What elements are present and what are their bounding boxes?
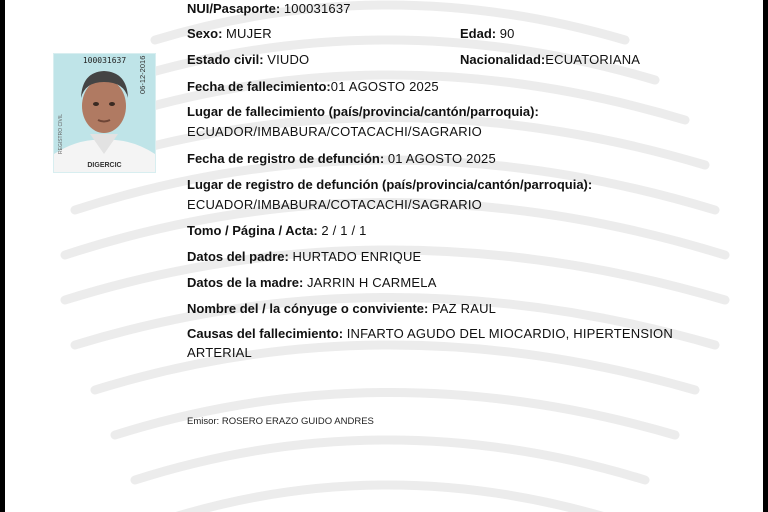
lugar-fallecimiento-value: ECUADOR/IMBABURA/COTACACHI/SAGRARIO: [187, 124, 482, 139]
madre-label: Datos de la madre:: [187, 275, 304, 290]
certificate-content: [5, 0, 763, 512]
lugar-registro-value: ECUADOR/IMBABURA/COTACACHI/SAGRARIO: [187, 197, 482, 212]
fecha-registro-label: Fecha de registro de defunción:: [187, 151, 385, 166]
causas-value-line2: ARTERIAL: [187, 345, 252, 360]
edad-value: 90: [499, 26, 515, 41]
lugar-registro-label: Lugar de registro de defunción (país/provincia/cantón/parroquia):: [187, 177, 593, 192]
certificate-page: [5, 0, 763, 512]
sexo-row: [187, 26, 272, 42]
conyuge-value: PAZ RAUL: [431, 301, 497, 316]
photo-brand: DIGERCIC: [87, 162, 122, 169]
tomo-label: Tomo / Página / Acta:: [187, 223, 318, 238]
fecha-fallecimiento-value: 01 AGOSTO 2025: [330, 79, 439, 94]
edad-label: Edad:: [460, 26, 497, 41]
estado-civil-label: Estado civil:: [187, 52, 264, 67]
photo-side-text: REGISTRO CIVIL: [58, 113, 64, 154]
nacionalidad-label: Nacionalidad:: [460, 52, 546, 67]
estado-civil-row: [187, 52, 309, 68]
padre-row: [187, 249, 421, 265]
emisor-row: [187, 416, 374, 427]
nui-value: 100031637: [283, 1, 351, 16]
lugar-fallecimiento-label: Lugar de fallecimiento (país/provincia/cantón/parroquia):: [187, 104, 539, 119]
causas-value-line1: INFARTO AGUDO DEL MIOCARDIO, HIPERTENSION: [346, 326, 673, 341]
causas-label: Causas del fallecimiento:: [187, 326, 344, 341]
photo-date: 06-12-2016: [138, 55, 147, 94]
sexo-value: MUJER: [226, 26, 272, 41]
tomo-row: [187, 223, 367, 239]
padre-value: HURTADO ENRIQUE: [292, 249, 422, 264]
nacionalidad-row: [460, 52, 640, 68]
edad-row: [460, 26, 515, 42]
tomo-value: 2 / 1 / 1: [321, 223, 367, 238]
padre-label: Datos del padre:: [187, 249, 289, 264]
conyuge-row: [187, 301, 496, 317]
sexo-label: Sexo:: [187, 26, 223, 41]
fecha-fallecimiento-label: Fecha de fallecimiento:: [187, 79, 331, 94]
fecha-registro-value: 01 AGOSTO 2025: [387, 151, 496, 166]
fecha-registro-row: [187, 151, 496, 167]
nui-row: [187, 1, 351, 17]
fecha-fallecimiento-row: [187, 79, 439, 95]
nacionalidad-value: ECUATORIANA: [545, 52, 641, 67]
estado-civil-value: VIUDO: [267, 52, 310, 67]
nui-label: NUI/Pasaporte:: [187, 1, 281, 16]
causas-row: [187, 326, 673, 342]
emisor-value: ROSERO ERAZO GUIDO ANDRES: [221, 416, 374, 427]
conyuge-label: Nombre del / la cónyuge o conviviente:: [187, 301, 429, 316]
madre-value: JARRIN H CARMELA: [306, 275, 437, 290]
madre-row: [187, 275, 437, 291]
photo-id-number: 100031637: [82, 56, 127, 65]
emisor-label: Emisor:: [187, 416, 220, 427]
